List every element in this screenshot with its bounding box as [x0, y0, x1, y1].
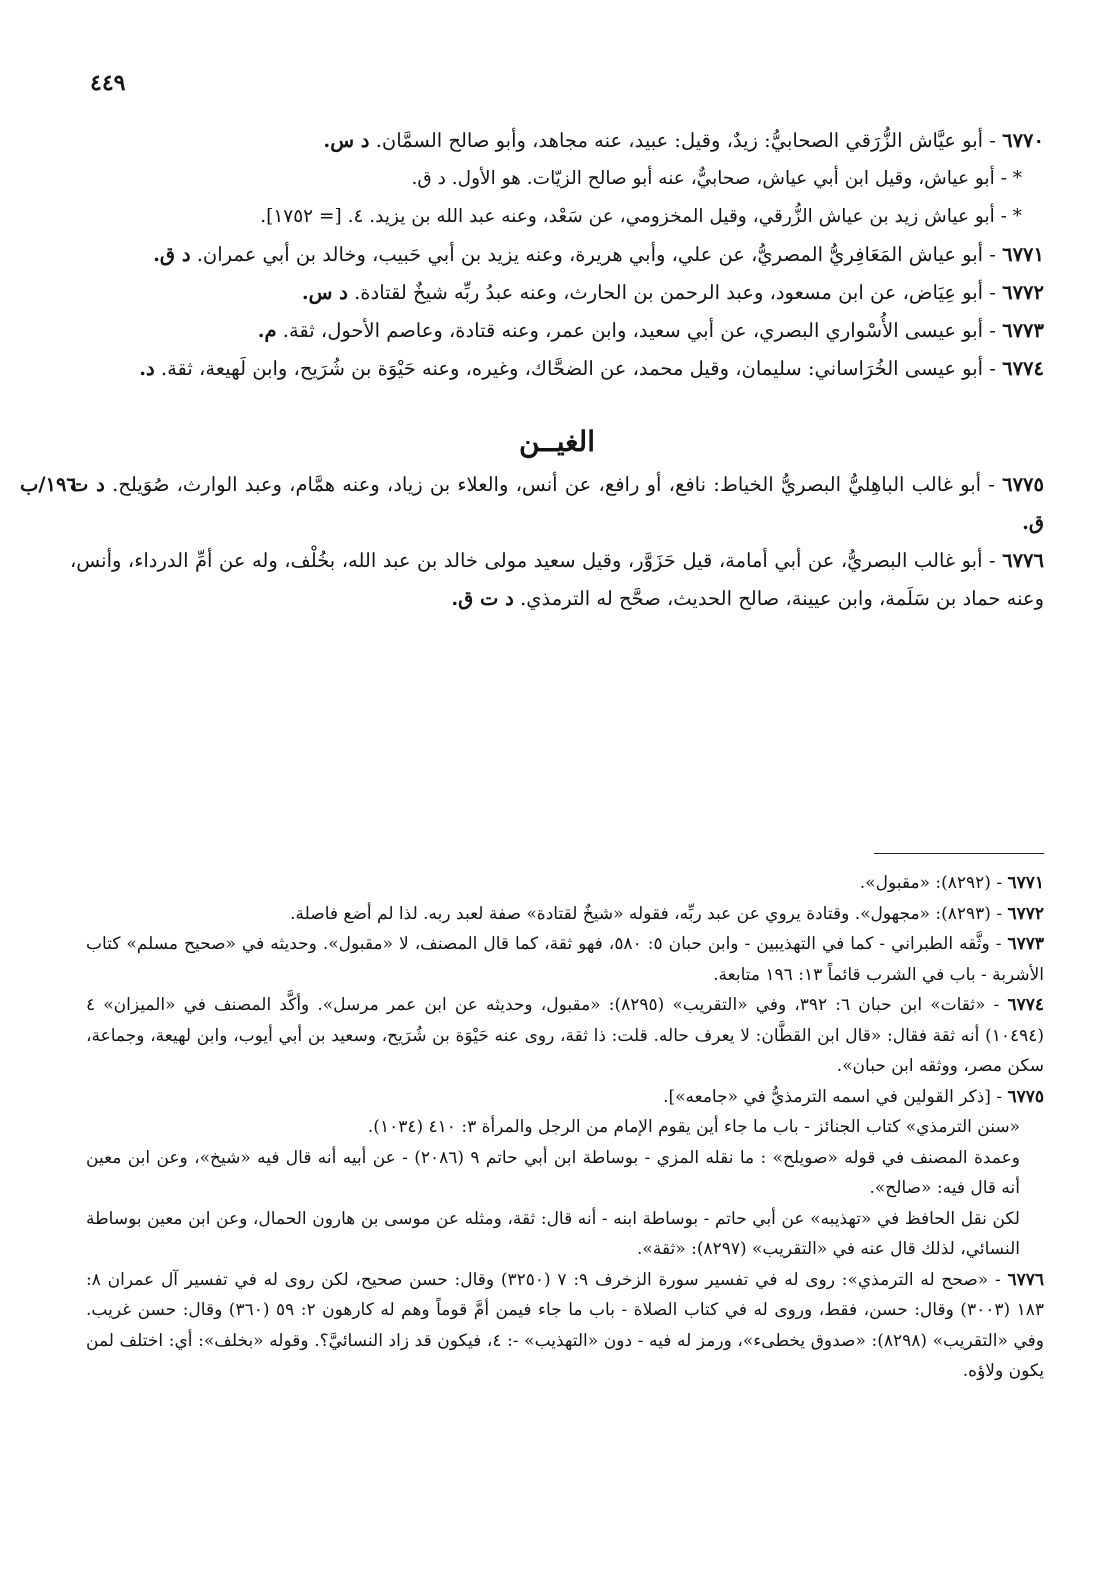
page-number: ٤٤٩ [90, 70, 126, 96]
entry-symbols: د. [139, 357, 155, 380]
entries-group-b [20, 466, 1044, 618]
footnote-number: ٦٧٧٥ [1007, 1086, 1044, 1107]
entry-symbols: د ت ق. [70, 473, 1044, 534]
footnote [86, 990, 1044, 1082]
footnote-text: - (٨٢٩٢): «مقبول». [859, 873, 1003, 893]
footnote-number: ٦٧٧٤ [1007, 995, 1045, 1015]
entry-text: أبو عِيَاض، عن ابن مسعود، وعبد الرحمن بن الحارث، وعنه عبدُ ربِّه شيخٌ لقتادة. [354, 281, 984, 304]
footnote-number: ٦٧٧١ [1007, 873, 1044, 893]
entry: ٦٧٧٣ - أبو عيسى الأُسْواري البصري، عن أبي سعيد، وابن عمر، وعنه قتادة، وعاصم الأحول، ثقة. م. [257, 319, 1044, 342]
entry-number: ٦٧٧٤ [1002, 357, 1044, 380]
entry-text: أبو عيسى الأُسْواري البصري، عن أبي سعيد، وابن عمر، وعنه قتادة، وعاصم الأحول، ثقة. [282, 319, 984, 342]
entry-symbols: د س. [301, 281, 348, 304]
entry-number: ٦٧٧٠ [1002, 129, 1044, 152]
entry-text: أبو عياش المَعَافِريُّ المصريُّ، عن علي، وأبي هريرة، وعنه يزيد بن أبي حَبيب، وخالد بن أبي عمران. [196, 243, 984, 266]
entry-number: ٦٧٧٢ [1002, 281, 1044, 304]
manuscript-folio: ١٩٦/ب [20, 473, 77, 496]
entry-text: أبو غالب البصريُّ، عن أبي أمامة، قيل حَزَوَّر، وقيل سعيد مولى خالد بن عبد الله، بخُلْف، وله عن أمِّ الدرداء، وأنس، وعنه حماد بن سَلَمة، وابن عيينة، صالح الحديث، صحَّح له الترمذي. [70, 549, 1044, 610]
footnote-text: - «صحح له الترمذي»: روى له في تفسير سورة الزخرف ٩: ٧ (٣٢٥٠) وقال: حسن صحيح، لكن روى له في تفسير آل عمران ٨: ١٨٣ (٣٠٠٣) وقال: حسن، فقط، وروى له في كتاب الصلاة - باب ما جاء فيمن أمَّ قوماً وهم له كارهون ٢: ٥٩ (٣٦٠) وقال: حسن غريب. وفي «التقريب» (٨٢٩٨): «صدوق يخطىء»، ورمز له فيه - دون «التهذيب» -: ٤، فيكون قد زاد النسائيَّ؟. وقوله «بخلف»: أي: اختلف لمن يكون ولاؤه. [86, 1269, 1045, 1381]
entry-text: أبو عيسى الخُرَاساني: سليمان، وقيل محمد، عن الضحَّاك، وغيره، وعنه حَيْوَة بن شُرَيح، وابن لَهيعة، ثقة. [160, 357, 984, 380]
footnote-text: - «ثقات» ابن حبان ٦: ٣٩٢، وفي «التقريب» (٨٢٩٥): «مقبول، وحديثه عن ابن عمر مرسل». وأكَّد المصنف في «الميزان» ٤ (١٠٤٩٤) أنه ثقة فقال: «قال ابن القطَّان: لا يعرف حاله. قلت: ذا ثقة، روى عنه حَيْوَة بن شُرَيح، وسعيد بن أبي أيوب، وابن لهيعة، وجماعة، سكن مصر، ووثقه ابن حبان». [86, 995, 1044, 1076]
entries-group-a [70, 122, 1044, 388]
main-text [20, 122, 1044, 618]
entry: ٦٧٧٠ - أبو عيَّاش الزُّرَقي الصحابيُّ: زيدٌ، وقيل: عبيد، عنه مجاهد، وأبو صالح السمَّان. د س. [323, 129, 1044, 152]
entry: ٦٧٧٢ - أبو عِيَاض، عن ابن مسعود، وعبد الرحمن بن الحارث، وعنه عبدُ ربِّه شيخٌ لقتادة. د س. [301, 281, 1044, 304]
entry-text: أبو غالب الباهِليُّ البصريُّ الخياط: نافع، أو رافع، عن أنس، والعلاء بن زياد، وعنه همَّام، وعبد الوارث، صُوَيلح. [112, 473, 982, 496]
sub-entry: * - أبو عياش زيد بن عياش الزُّرقي، وقيل المخزومي، عن سَعْد، وعنه عبد الله بن يزيد. ٤. [= ١٧٥٢]. [260, 206, 1022, 227]
entry-symbols: م. [257, 319, 277, 342]
entry-number: ٦٧٧٦ [1002, 549, 1044, 572]
entry-number: ٦٧٧٥ [1002, 473, 1044, 496]
footnote-text: - (٨٢٩٣): «مجهول». وقتادة يروي عن عبد ربِّه، فقوله «شيخٌ لقتادة» صفة لعبد ربه. لذا لم أضع فاصلة. [290, 903, 1003, 924]
footnote [86, 929, 1044, 990]
sub-entry: * - أبو عياش، وقيل ابن أبي عياش، صحابيٌّ، عنه أبو صالح الزيّات. هو الأول. د ق. [411, 168, 1022, 189]
footnote-text: - وثَّقه الطبراني - كما في التهذيبين - وابن حبان ٥: ٥٨٠، فهو ثقة، كما قال المصنف، لا «مقبول». وحديثه في «صحيح مسلم» كتاب الأشربة - باب في الشرب قائماً ١٣: ١٩٦ متابعة. [86, 934, 1044, 985]
entry-symbols: د س. [323, 129, 370, 152]
footnote-paragraph: «سنن الترمذي» كتاب الجنائز - باب ما جاء أين يقوم الإمام من الرجل والمرأة ٣: ٤١٠ (١٠٣٤). [367, 1117, 1020, 1137]
footnote [86, 899, 1044, 930]
entry: ٦٧٧٥ - أبو غالب الباهِليُّ البصريُّ الخياط: نافع، أو رافع، عن أنس، والعلاء بن زياد، وعنه همَّام، وعبد الوارث، صُوَيلح. د ت ق. ١٩٦/ب [70, 466, 1044, 542]
entry-symbols: د ت ق. [451, 587, 514, 610]
footnote-text: - [ذكر القولين في اسمه الترمذيُّ في «جامعه»]. [663, 1086, 1003, 1107]
entry: ٦٧٧١ - أبو عياش المَعَافِريُّ المصريُّ، عن علي، وأبي هريرة، وعنه يزيد بن أبي حَبيب، وخالد بن أبي عمران. د ق. [153, 243, 1044, 266]
footnote [86, 1082, 1044, 1113]
footnote [86, 1265, 1044, 1387]
entry-symbols: د ق. [153, 243, 191, 266]
footnote-number: ٦٧٧٦ [1007, 1269, 1044, 1290]
entry-number: ٦٧٧٣ [1002, 319, 1044, 342]
footnote [86, 868, 1044, 899]
entry-text: أبو عيَّاش الزُّرَقي الصحابيُّ: زيدٌ، وقيل: عبيد، عنه مجاهد، وأبو صالح السمَّان. [375, 129, 984, 152]
footnote-paragraph: وعمدة المصنف في قوله «صويلح» : ما نقله المزي - بوساطة ابن أبي حاتم ٩ (٢٠٨٦) - عن أبيه أنه قال فيه «شيخ»، وعن ابن معين أنه قال فيه: «صالح». [86, 1147, 1020, 1198]
footnote-number: ٦٧٧٢ [1007, 903, 1044, 924]
footnote-separator [874, 853, 1044, 854]
footnote-number: ٦٧٧٣ [1007, 934, 1044, 954]
entry: ٦٧٧٦ - أبو غالب البصريُّ، عن أبي أمامة، قيل حَزَوَّر، وقيل سعيد مولى خالد بن عبد الله، بخُلْف، وله عن أمِّ الدرداء، وأنس، وعنه حماد بن سَلَمة، وابن عيينة، صالح الحديث، صحَّح له الترمذي. د ت ق. [70, 549, 1044, 610]
footnote-paragraph: لكن نقل الحافظ في «تهذيبه» عن أبي حاتم - بوساطة ابنه - أنه قال: ثقة، ومثله عن موسى بن هارون الحمال، وعن ابن معين بوساطة النسائي، لذلك قال عنه في «التقريب» (٨٢٩٧): «ثقة». [86, 1208, 1020, 1259]
footnotes [86, 868, 1044, 1387]
entry: ٦٧٧٤ - أبو عيسى الخُرَاساني: سليمان، وقيل محمد، عن الضحَّاك، وغيره، وعنه حَيْوَة بن شُرَيح، وابن لَهيعة، ثقة. د. [139, 357, 1044, 380]
section-title: الغيــن [519, 425, 595, 458]
entry-number: ٦٧٧١ [1002, 243, 1044, 266]
